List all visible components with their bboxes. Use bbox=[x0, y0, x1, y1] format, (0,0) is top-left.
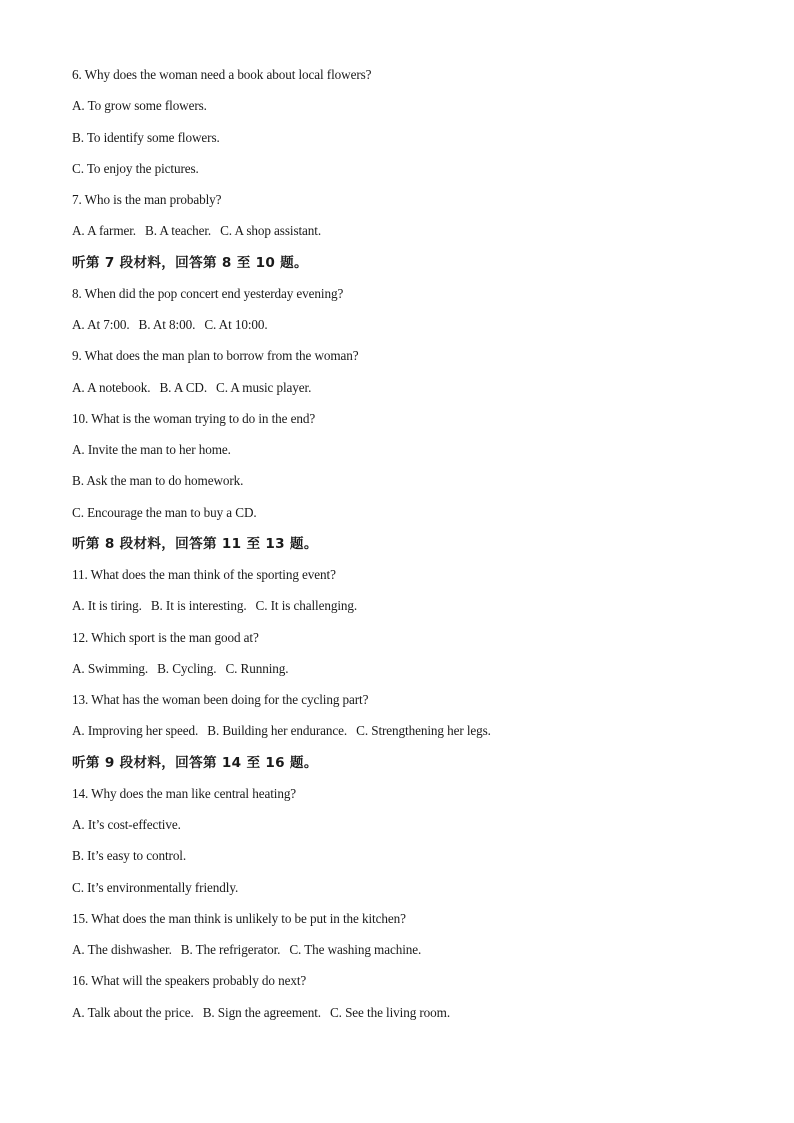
question-text: 7. Who is the man probably? bbox=[72, 192, 222, 207]
answer-option: C. At 10:00. bbox=[204, 317, 268, 332]
section-heading: 听第 7 段材料，回答第 8 至 10 题。 bbox=[72, 254, 308, 271]
answer-option: C. A shop assistant. bbox=[220, 223, 322, 239]
answer-option: C. See the living room. bbox=[329, 1004, 451, 1020]
answer-option: C. The washing machine. bbox=[289, 942, 422, 957]
answer-option: B. Building her endurance. bbox=[207, 723, 348, 739]
answer-option: A. It’s cost-effective. bbox=[72, 817, 181, 832]
question-text: 6. Why does the woman need a book about local flowers? bbox=[72, 67, 372, 82]
question-text: 10. What is the woman trying to do in the end? bbox=[72, 410, 316, 426]
answer-option: B. A CD. bbox=[159, 379, 208, 395]
answer-options-row bbox=[72, 314, 752, 345]
answer-option: A. At 7:00. bbox=[72, 317, 130, 332]
answer-option: A. A farmer. bbox=[72, 223, 136, 239]
answer-option: C. Strengthening her legs. bbox=[356, 723, 491, 739]
answer-option: A. The dishwasher. bbox=[72, 942, 172, 957]
section-heading: 听第 9 段材料，回答第 14 至 16 题。 bbox=[72, 754, 318, 771]
answer-option: A. To grow some flowers. bbox=[72, 98, 207, 114]
answer-option: A. A notebook. bbox=[72, 379, 151, 395]
answer-option: B. Cycling. bbox=[157, 660, 217, 676]
answer-option: B. The refrigerator. bbox=[180, 942, 281, 957]
question-text: 11. What does the man think of the sporting event? bbox=[72, 567, 336, 582]
question-text: 9. What does the man plan to borrow from the woman? bbox=[72, 348, 359, 364]
answer-options-row bbox=[72, 658, 752, 689]
answer-options-row bbox=[72, 377, 752, 408]
answer-option: A. Invite the man to her home. bbox=[72, 442, 231, 457]
question-text: 12. Which sport is the man good at? bbox=[72, 629, 259, 645]
answer-option: B. It’s easy to control. bbox=[72, 848, 187, 864]
exam-page bbox=[72, 64, 752, 1033]
answer-option: B. To identify some flowers. bbox=[72, 129, 220, 145]
answer-option: C. Encourage the man to buy a CD. bbox=[72, 504, 257, 520]
answer-option: A. It is tiring. bbox=[72, 598, 142, 614]
answer-option: B. Ask the man to do homework. bbox=[72, 473, 244, 489]
answer-option: A. Improving her speed. bbox=[72, 723, 199, 739]
answer-option: C. Running. bbox=[225, 660, 289, 676]
answer-option: B. It is interesting. bbox=[150, 598, 247, 614]
answer-option: B. Sign the agreement. bbox=[202, 1004, 321, 1020]
answer-option: B. At 8:00. bbox=[138, 317, 196, 332]
answer-option: C. A music player. bbox=[216, 379, 312, 395]
answer-options-row bbox=[72, 720, 752, 751]
answer-option: B. A teacher. bbox=[145, 223, 212, 239]
answer-options-row bbox=[72, 939, 752, 970]
question-text: 14. Why does the man like central heating? bbox=[72, 785, 297, 801]
answer-option: C. To enjoy the pictures. bbox=[72, 160, 199, 176]
answer-option: C. It is challenging. bbox=[255, 598, 358, 614]
answer-options-row bbox=[72, 220, 752, 251]
question-text: 15. What does the man think is unlikely to be put in the kitchen? bbox=[72, 910, 406, 926]
question-text: 8. When did the pop concert end yesterday evening? bbox=[72, 285, 344, 301]
answer-option: C. It’s environmentally friendly. bbox=[72, 879, 239, 895]
section-heading: 听第 8 段材料，回答第 11 至 13 题。 bbox=[72, 535, 318, 552]
question-text: 16. What will the speakers probably do next? bbox=[72, 973, 307, 989]
answer-options-row bbox=[72, 595, 752, 626]
answer-option: A. Swimming. bbox=[72, 660, 149, 676]
question-text: 13. What has the woman been doing for the cycling part? bbox=[72, 692, 369, 707]
answer-options-row bbox=[72, 1002, 752, 1033]
answer-option: A. Talk about the price. bbox=[72, 1004, 194, 1020]
